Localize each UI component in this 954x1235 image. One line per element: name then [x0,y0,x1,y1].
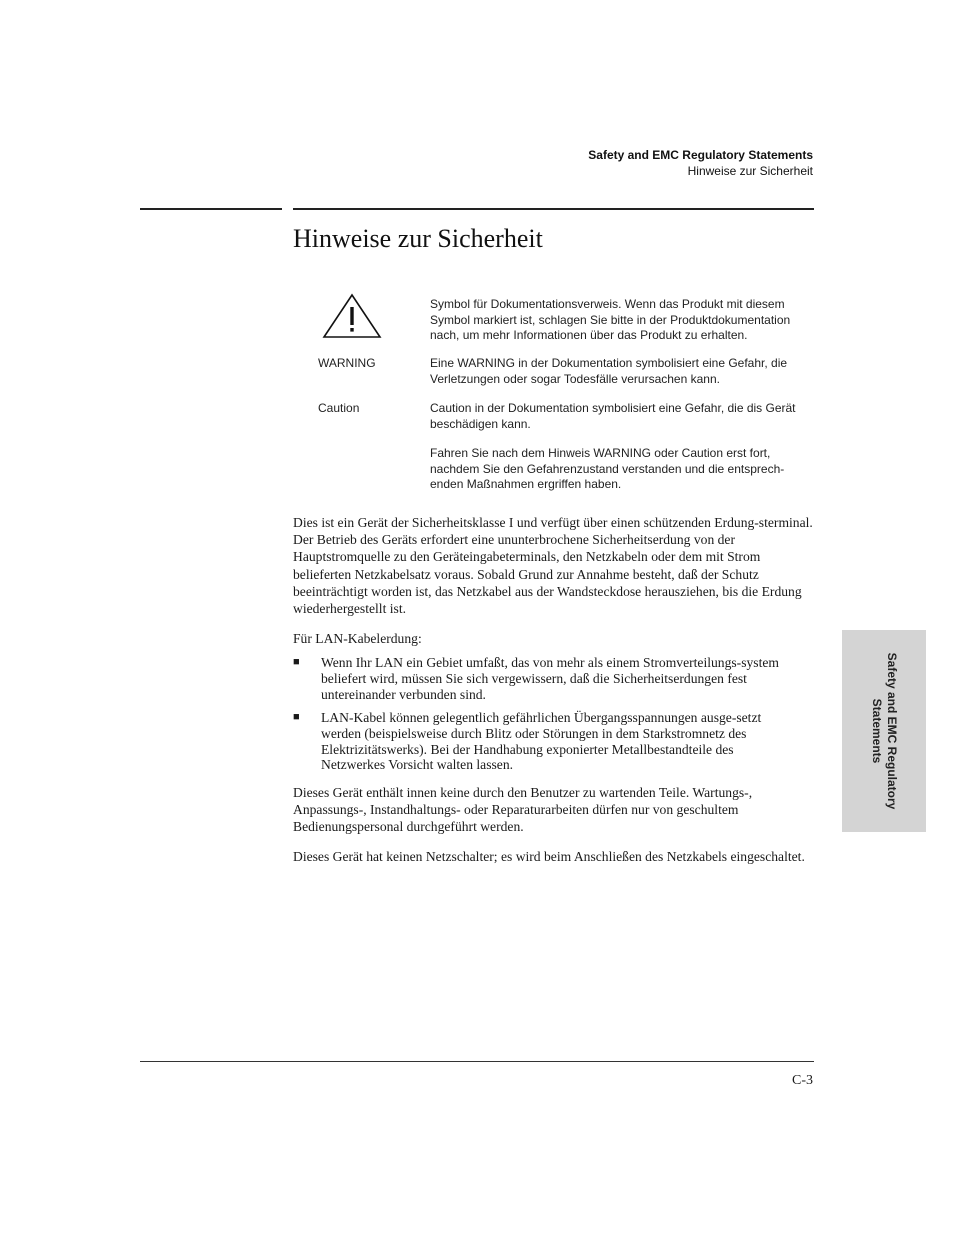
proceed-note: Fahren Sie nach dem Hinweis WARNING oder Caution erst fort, nachdem Sie den Gefahrenzustand verstanden und die entsprech-enden Maßnahmen ergriffen haben. [430,446,785,491]
side-tab-label: Safety and EMC Regulatory Statements [870,652,899,810]
icon-description: Symbol für Dokumentationsverweis. Wenn das Produkt mit diesem Symbol markiert ist, schlagen Sie bitte in der Produktdokumentation nach, um mehr Informationen über das Produkt zu erhalten. [430,297,791,342]
list-item-text: Wenn Ihr LAN ein Gebiet umfaßt, das von mehr als einem Stromverteilungs-system beliefert wird, müssen Sie sich vergewissern, daß die Sicherheitserdungen fest untereinander verbunden sind. [321,655,779,702]
warning-label: WARNING [318,356,376,370]
running-header-subsection: Hinweise zur Sicherheit [687,164,813,178]
header-rule-left [140,208,282,210]
footer-rule [140,1061,814,1062]
caution-label: Caution [318,401,360,415]
lan-grounding-intro: Für LAN-Kabelerdung: [293,631,422,646]
list-item-text: LAN-Kabel können gelegentlich gefährlichen Übergangsspannungen ausge-setzt werden (beispielsweise durch Blitz oder Störungen in dem Starkstromnetz des Elektrizitätswerks). Bei der Handhabung exponierter Metallbestandteile des Netzwerkes Vorsicht walten lassen. [321,710,762,773]
header-rule-main [293,208,814,210]
page-number: C-3 [792,1073,813,1088]
warning-description: Eine WARNING in der Dokumentation symbolisiert eine Gefahr, die Verletzungen oder sogar Todesfälle verursachen kann. [430,356,788,386]
bullet-square-icon: ■ [293,711,300,723]
power-switch-paragraph: Dieses Gerät hat keinen Netzschalter; es wird beim Anschließen des Netzkabels eingeschaltet. [293,849,805,864]
page-title: Hinweise zur Sicherheit [293,224,543,253]
warning-triangle-icon [322,293,382,339]
bullet-square-icon: ■ [293,656,300,668]
running-header-section: Safety and EMC Regulatory Statements [588,148,813,162]
maintenance-paragraph: Dieses Gerät enthält innen keine durch den Benutzer zu wartenden Teile. Wartungs-, Anpassungs-, Instandhaltungs- oder Reparaturarbeiten dürfen nur von geschultem Bedienungspersonal durchgeführt werden. [293,785,753,835]
chapter-side-tab [842,630,926,832]
safety-class-paragraph: Dies ist ein Gerät der Sicherheitsklasse I und verfügt über einen schützenden Erdung-sterminal. Der Betrieb des Geräts erfordert eine ununterbrochene Sicherheitserdung von der Hauptstromquelle zu den Geräteingabeterminals, den Netzkabeln oder dem mit Strom belieferten Netzkabelsatz voraus. Sobald Grund zur Annahme besteht, daß der Schutz beeinträchtigt worden ist, das Netzkabel aus der Wandsteckdose herausziehen, bis die Erdung wiederhergestellt ist. [293,515,813,617]
caution-description: Caution in der Dokumentation symbolisiert eine Gefahr, die dis Gerät beschädigen kann. [430,401,796,431]
